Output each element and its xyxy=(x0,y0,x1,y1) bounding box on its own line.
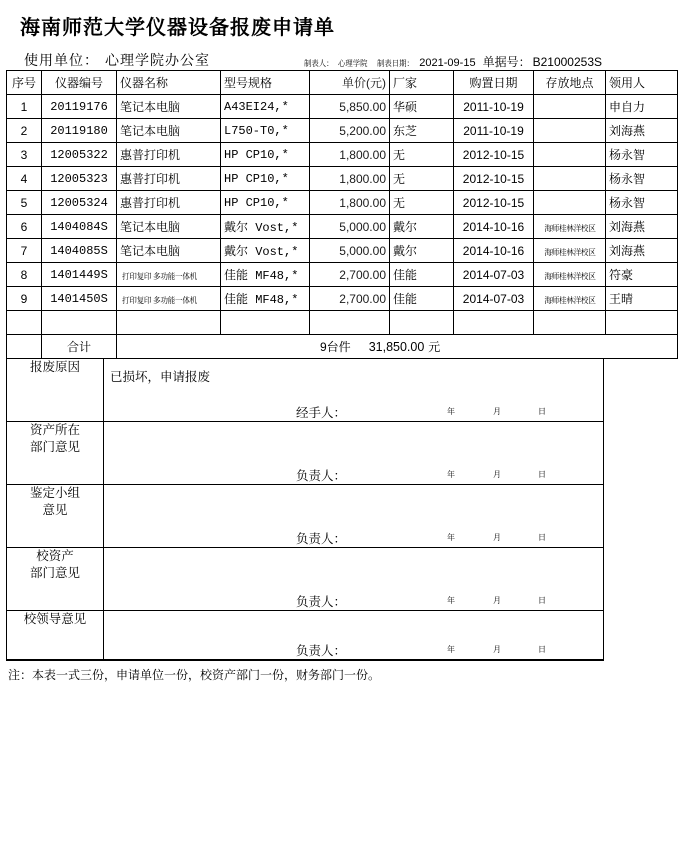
date-marker-day: 日 xyxy=(538,596,546,605)
cell-location xyxy=(534,119,606,143)
section-label xyxy=(7,485,104,548)
date-marker-year: 年 xyxy=(447,470,455,479)
cell-spec: HP CP10,* xyxy=(221,143,310,167)
cell-name: 笔记本电脑 xyxy=(117,119,221,143)
cell-no: 7 xyxy=(7,239,42,263)
cell-date: 2011-10-19 xyxy=(454,95,534,119)
section-signature-line xyxy=(104,530,603,545)
cell-price: 5,200.00 xyxy=(310,119,390,143)
date-marker-day: 日 xyxy=(538,407,546,416)
section-label-line1: 校领导意见 xyxy=(23,612,87,626)
preparer-value: 心理学院 xyxy=(338,59,368,68)
column-header-user: 领用人 xyxy=(606,71,678,95)
cell-blank xyxy=(221,311,310,335)
date-marker-year: 年 xyxy=(447,596,455,605)
cell-spec: 佳能 MF48,* xyxy=(221,287,310,311)
cell-spec: HP CP10,* xyxy=(221,191,310,215)
cell-code: 1404084S xyxy=(42,215,117,239)
cell-date: 2014-10-16 xyxy=(454,239,534,263)
total-row xyxy=(7,335,678,359)
cell-spec: L750-T0,* xyxy=(221,119,310,143)
date-marker-year: 年 xyxy=(447,407,455,416)
signer-label: 负责人： xyxy=(296,594,347,609)
cell-name: 惠普打印机 xyxy=(117,191,221,215)
cell-maker: 佳能 xyxy=(390,287,454,311)
cell-date: 2014-07-03 xyxy=(454,287,534,311)
section-label-line1: 校资产 xyxy=(36,549,74,563)
cell-date: 2011-10-19 xyxy=(454,119,534,143)
cell-location-text: 海师桂林洋校区 xyxy=(543,271,596,281)
cell-blank xyxy=(534,311,606,335)
cell-price: 1,800.00 xyxy=(310,143,390,167)
date-marker-month: 月 xyxy=(493,407,501,416)
column-header-spec: 型号规格 xyxy=(221,71,310,95)
cell-user: 刘海燕 xyxy=(606,119,678,143)
cell-spec: 戴尔 Vost,* xyxy=(221,215,310,239)
table-row xyxy=(7,239,678,263)
section-label-line2: 部门意见 xyxy=(29,440,80,454)
column-header-maker: 厂家 xyxy=(390,71,454,95)
signer-label: 经手人： xyxy=(296,405,347,420)
cell-name: 惠普打印机 xyxy=(117,143,221,167)
date-marker-day: 日 xyxy=(538,470,546,479)
cell-name: 笔记本电脑 xyxy=(117,215,221,239)
date-marker-year: 年 xyxy=(447,645,455,654)
cell-no: 8 xyxy=(7,263,42,287)
cell-location xyxy=(534,215,606,239)
cell-no: 3 xyxy=(7,143,42,167)
column-header-no: 序号 xyxy=(7,71,42,95)
signature-section xyxy=(7,611,604,660)
section-label xyxy=(7,422,104,485)
cell-no: 2 xyxy=(7,119,42,143)
cell-spec: HP CP10,* xyxy=(221,167,310,191)
section-label xyxy=(7,548,104,611)
cell-date: 2012-10-15 xyxy=(454,143,534,167)
signature-section xyxy=(7,548,604,611)
using-unit-label: 使用单位： xyxy=(24,52,99,68)
cell-user: 符豪 xyxy=(606,263,678,287)
section-content xyxy=(104,485,603,493)
header-meta-line xyxy=(6,42,604,70)
table-body xyxy=(7,95,678,359)
cell-name-text: 打印复印 多功能一体机 xyxy=(121,295,197,305)
cell-date: 2014-10-16 xyxy=(454,215,534,239)
cell-price: 1,800.00 xyxy=(310,191,390,215)
cell-user: 刘海燕 xyxy=(606,215,678,239)
cell-blank xyxy=(7,311,42,335)
cell-no: 6 xyxy=(7,215,42,239)
cell-code: 12005322 xyxy=(42,143,117,167)
cell-user: 杨永智 xyxy=(606,143,678,167)
column-header-code: 仪器编号 xyxy=(42,71,117,95)
table-row xyxy=(7,191,678,215)
cell-maker: 戴尔 xyxy=(390,239,454,263)
table-row xyxy=(7,95,678,119)
cell-price: 5,000.00 xyxy=(310,239,390,263)
footer-note: 注：本表一式三份，申请单位一份，校资产部门一份，财务部门一份。 xyxy=(8,668,381,682)
equipment-table xyxy=(6,70,678,359)
section-body[interactable] xyxy=(104,422,604,485)
cell-maker: 无 xyxy=(390,167,454,191)
cell-maker: 无 xyxy=(390,191,454,215)
date-marker-month: 月 xyxy=(493,596,501,605)
section-label-line1: 资产所在 xyxy=(29,423,80,437)
doc-number xyxy=(483,53,602,70)
section-body[interactable] xyxy=(104,548,604,611)
cell-code: 1404085S xyxy=(42,239,117,263)
total-amount: 31,850.00 xyxy=(368,339,425,354)
column-header-location: 存放地点 xyxy=(534,71,606,95)
total-spacer xyxy=(7,335,42,359)
cell-code: 1401450S xyxy=(42,287,117,311)
section-signature-line xyxy=(104,593,603,608)
cell-name: 惠普打印机 xyxy=(117,167,221,191)
cell-user: 刘海燕 xyxy=(606,239,678,263)
prepared-date-label: 制表日期： xyxy=(377,59,415,68)
total-body xyxy=(117,335,678,359)
cell-price: 5,850.00 xyxy=(310,95,390,119)
total-quantity: 9台件 xyxy=(320,340,351,354)
cell-maker: 佳能 xyxy=(390,263,454,287)
cell-location-text: 海师桂林洋校区 xyxy=(543,295,596,305)
cell-price: 2,700.00 xyxy=(310,287,390,311)
signer-label: 负责人： xyxy=(296,468,347,483)
cell-maker: 东芝 xyxy=(390,119,454,143)
column-header-date: 购置日期 xyxy=(454,71,534,95)
date-marker-month: 月 xyxy=(493,645,501,654)
date-marker-month: 月 xyxy=(493,470,501,479)
signature-section xyxy=(7,359,604,422)
table-header-row xyxy=(7,71,678,95)
cell-spec: 戴尔 Vost,* xyxy=(221,239,310,263)
cell-user: 杨永智 xyxy=(606,167,678,191)
cell-location xyxy=(534,191,606,215)
section-body[interactable] xyxy=(104,611,604,660)
cell-date: 2012-10-15 xyxy=(454,191,534,215)
cell-code: 20119180 xyxy=(42,119,117,143)
cell-maker: 无 xyxy=(390,143,454,167)
table-row xyxy=(7,143,678,167)
cell-spec: A43EI24,* xyxy=(221,95,310,119)
total-label: 合计 xyxy=(42,335,117,359)
date-marker-year: 年 xyxy=(447,533,455,542)
signature-sections xyxy=(6,358,604,660)
table-row xyxy=(7,119,678,143)
prepared-date-value: 2021-09-15 xyxy=(419,57,476,69)
cell-code: 12005324 xyxy=(42,191,117,215)
cell-name: 笔记本电脑 xyxy=(117,95,221,119)
cell-location xyxy=(534,239,606,263)
cell-location xyxy=(534,95,606,119)
section-signature-line xyxy=(104,467,603,482)
preparer xyxy=(304,58,370,69)
cell-price: 1,800.00 xyxy=(310,167,390,191)
table-row-blank xyxy=(7,311,678,335)
cell-date: 2014-07-03 xyxy=(454,263,534,287)
cell-user: 申自力 xyxy=(606,95,678,119)
section-content xyxy=(104,422,603,430)
cell-no: 9 xyxy=(7,287,42,311)
cell-no: 4 xyxy=(7,167,42,191)
section-body[interactable] xyxy=(104,485,604,548)
cell-maker: 华硕 xyxy=(390,95,454,119)
cell-code: 12005323 xyxy=(42,167,117,191)
cell-date: 2012-10-15 xyxy=(454,167,534,191)
section-label-line2: 意见 xyxy=(42,503,68,517)
cell-location-text: 海师桂林洋校区 xyxy=(543,223,596,233)
section-label-line1: 鉴定小组 xyxy=(29,486,80,500)
cell-blank xyxy=(454,311,534,335)
section-signature-line xyxy=(104,404,603,419)
cell-no: 1 xyxy=(7,95,42,119)
page-title: 海南师范大学仪器设备报废申请单 xyxy=(20,17,335,39)
doc-number-value: B21000253S xyxy=(532,55,602,69)
cell-blank xyxy=(606,311,678,335)
section-content xyxy=(104,548,603,556)
section-label-line2: 部门意见 xyxy=(29,566,80,580)
signature-section xyxy=(7,422,604,485)
column-header-name: 仪器名称 xyxy=(117,71,221,95)
preparer-label: 制表人： xyxy=(304,59,334,68)
prepared-date xyxy=(377,57,475,69)
section-content: 已损坏，申请报废 xyxy=(110,370,211,384)
cell-no: 5 xyxy=(7,191,42,215)
cell-user: 杨永智 xyxy=(606,191,678,215)
date-marker-month: 月 xyxy=(493,533,501,542)
cell-name: 笔记本电脑 xyxy=(117,239,221,263)
header-meta-right xyxy=(304,53,604,70)
date-marker-day: 日 xyxy=(538,645,546,654)
table-row xyxy=(7,287,678,311)
cell-name xyxy=(117,263,221,287)
signer-label: 负责人： xyxy=(296,643,347,658)
cell-price: 5,000.00 xyxy=(310,215,390,239)
cell-blank xyxy=(42,311,117,335)
section-body[interactable] xyxy=(104,359,604,422)
cell-location xyxy=(534,143,606,167)
cell-location xyxy=(534,167,606,191)
section-label xyxy=(7,611,104,660)
cell-maker: 戴尔 xyxy=(390,215,454,239)
section-label xyxy=(7,359,104,422)
cell-location-text: 海师桂林洋校区 xyxy=(543,247,596,257)
signer-label: 负责人： xyxy=(296,531,347,546)
using-unit xyxy=(6,50,210,70)
date-marker-day: 日 xyxy=(538,533,546,542)
total-unit: 元 xyxy=(428,340,441,354)
cell-location xyxy=(534,263,606,287)
table-row xyxy=(7,167,678,191)
cell-name-text: 打印复印 多功能一体机 xyxy=(121,271,197,281)
table-row xyxy=(7,263,678,287)
cell-code: 1401449S xyxy=(42,263,117,287)
cell-spec: 佳能 MF48,* xyxy=(221,263,310,287)
table-row xyxy=(7,215,678,239)
using-unit-value: 心理学院办公室 xyxy=(105,52,210,68)
cell-blank xyxy=(390,311,454,335)
doc-number-label: 单据号： xyxy=(482,55,531,69)
section-signature-line xyxy=(104,642,603,657)
section-content xyxy=(104,611,603,619)
cell-location xyxy=(534,287,606,311)
cell-name xyxy=(117,287,221,311)
section-label-line1: 报废原因 xyxy=(29,360,80,374)
cell-blank xyxy=(310,311,390,335)
table-header xyxy=(7,71,678,95)
cell-price: 2,700.00 xyxy=(310,263,390,287)
cell-blank xyxy=(117,311,221,335)
cell-user: 王晴 xyxy=(606,287,678,311)
signature-section xyxy=(7,485,604,548)
column-header-price: 单价(元) xyxy=(310,71,390,95)
cell-code: 20119176 xyxy=(42,95,117,119)
